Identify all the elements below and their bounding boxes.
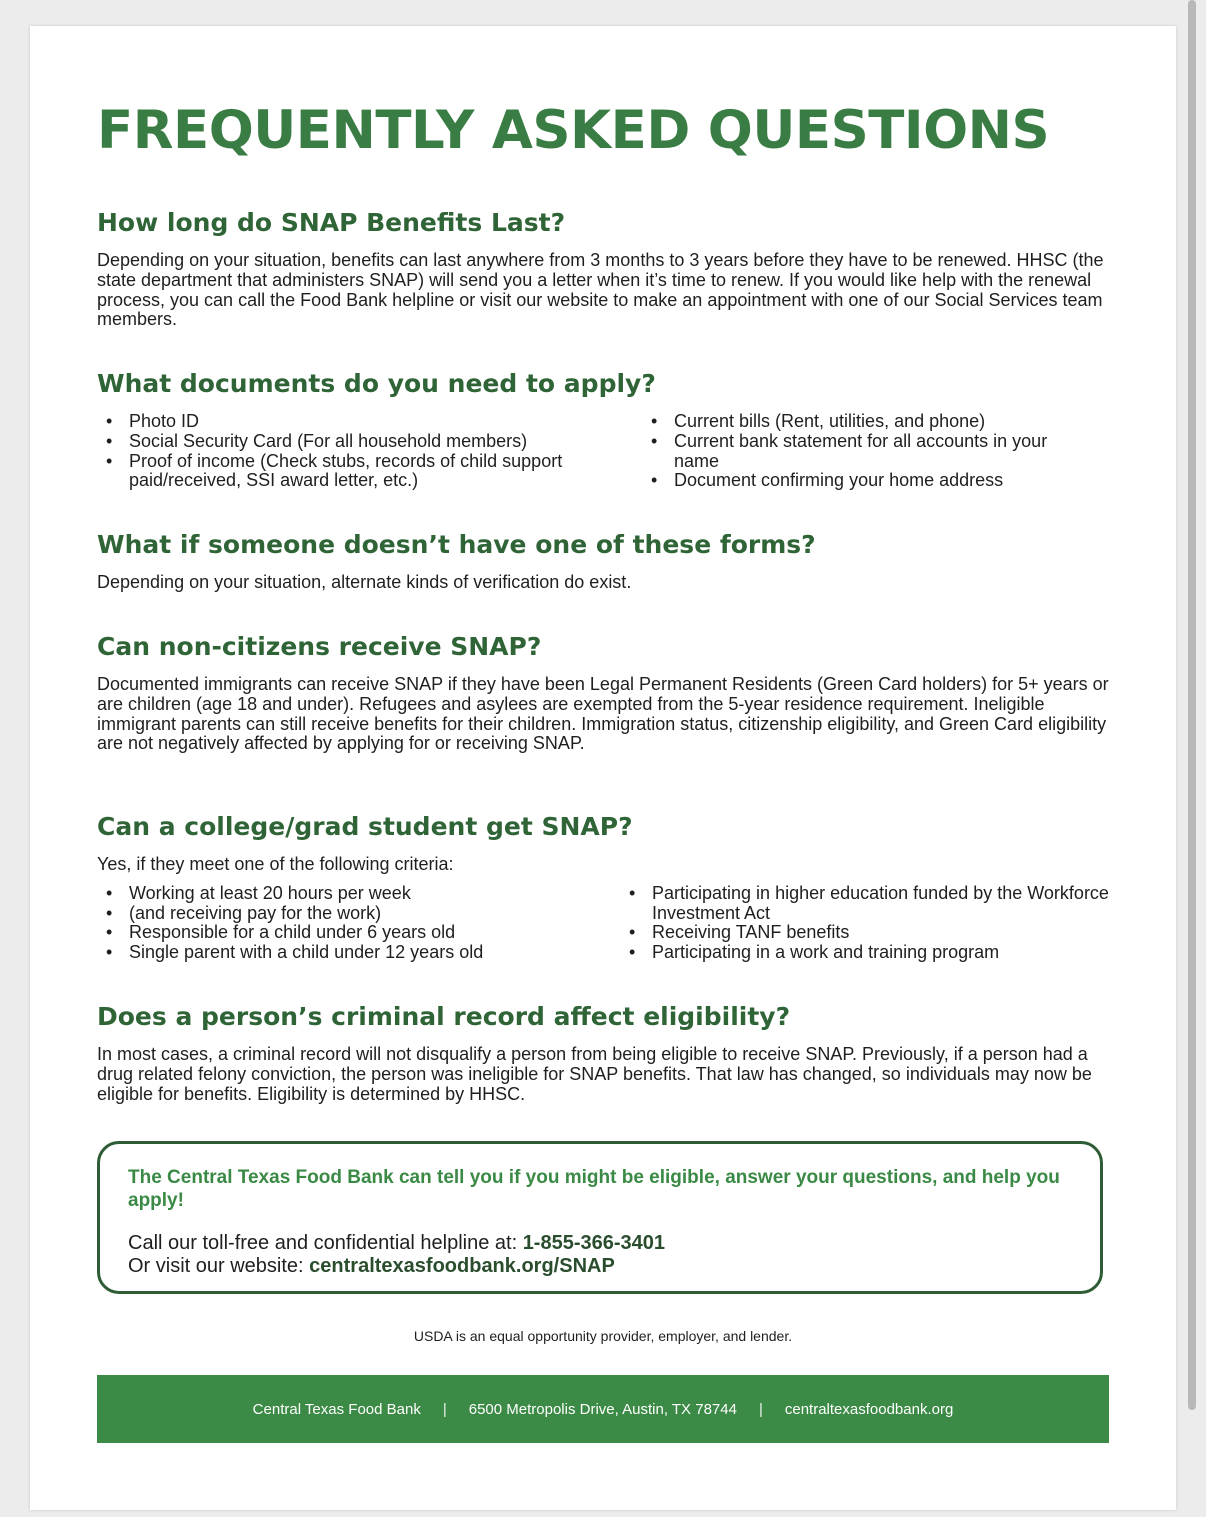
footer-bar <box>97 1375 1109 1443</box>
section-documents <box>97 369 1109 491</box>
section-heading: What documents do you need to apply? <box>97 369 656 398</box>
students-list-left <box>97 884 620 963</box>
footer-separator: | <box>442 1400 447 1418</box>
students-list-right <box>620 882 1109 963</box>
website-label: Or visit our website: <box>128 1255 304 1277</box>
list-item: • Single parent with a child under 12 years old <box>97 943 620 963</box>
section-body: Depending on your situation, alternate kinds of verification do exist. <box>97 572 632 592</box>
list-item: • Working at least 20 hours per week <box>97 884 620 904</box>
footer-separator: | <box>758 1400 763 1418</box>
section-noncitizens <box>97 632 1109 754</box>
list-item: • Responsible for a child under 6 years old <box>97 923 620 943</box>
list-item: • Proof of income (Check stubs, records of child support paid/received, SSI award letter, etc.) <box>97 452 569 492</box>
helpline-phone-link[interactable]: 1-855-366-3401 <box>522 1232 666 1254</box>
section-benefits <box>97 208 1109 330</box>
list-item: • Photo ID <box>97 412 642 432</box>
helpline-line <box>128 1232 665 1255</box>
list-item: • Current bills (Rent, utilities, and phone) <box>642 412 1082 432</box>
list-item: • Participating in higher education funded by the Workforce Investment Act <box>620 884 1112 924</box>
section-body: Depending on your situation, benefits can last anywhere from 3 months to 3 years before they have to be renewed. HHSC (the state department that administers SNAP) will send you a letter when it’s time to renew. If you would like help with the renewal process, you can call the Food Bank helpline or visit our website to make an appointment with one of our Social Services team members. <box>97 250 1104 330</box>
list-item: • Current bank statement for all accounts in your name <box>642 432 1054 472</box>
section-students <box>97 812 1109 963</box>
contact-callout <box>97 1141 1103 1294</box>
callout-lead: The Central Texas Food Bank can tell you if you might be eligible, answer your questions, and help you apply! <box>128 1167 1060 1211</box>
vertical-scrollbar[interactable] <box>1188 0 1196 1410</box>
section-criminal <box>97 1002 1109 1104</box>
list-item: • Social Security Card (For all household members) <box>97 432 642 452</box>
section-body: In most cases, a criminal record will not disqualify a person from being eligible to receive SNAP. Previously, if a person had a drug related felony conviction, the person was ineligible for SNAP benefits. That law has changed, so individuals may now be eligible for benefits. Eligibility is determined by HHSC. <box>97 1044 1092 1104</box>
list-item: • (and receiving pay for the work) <box>97 904 620 924</box>
section-heading: Can a college/grad student get SNAP? <box>97 812 633 841</box>
document-page <box>30 26 1176 1510</box>
footer-website-link[interactable]: centraltexasfoodbank.org <box>784 1400 954 1418</box>
list-item: • Participating in a work and training program <box>620 943 1100 963</box>
section-heading: Does a person’s criminal record affect eligibility? <box>97 1002 791 1031</box>
section-body: Documented immigrants can receive SNAP if they have been Legal Permanent Residents (Green Card holders) for 5+ years or are children (age 18 and under). Refugees and asylees are exempted from the 5-year residence requirement. Ineligible immigrant parents can still receive benefits for their children. Immigration status, citizenship eligibility, and Green Card eligibility are not negatively affected by applying for or receiving SNAP. <box>97 674 1109 754</box>
section-heading: What if someone doesn’t have one of these forms? <box>97 530 816 559</box>
snap-website-link[interactable]: centraltexasfoodbank.org/SNAP <box>309 1255 615 1277</box>
website-line <box>128 1255 615 1278</box>
section-intro: Yes, if they meet one of the following criteria: <box>97 854 454 874</box>
usda-statement: USDA is an equal opportunity provider, employer, and lender. <box>413 1328 793 1344</box>
footer-org-name: Central Texas Food Bank <box>252 1400 421 1418</box>
students-columns <box>97 884 1109 963</box>
section-heading: How long do SNAP Benefits Last? <box>97 208 566 237</box>
footer-address: 6500 Metropolis Drive, Austin, TX 78744 <box>468 1400 737 1418</box>
list-item: • Document confirming your home address <box>642 471 1082 491</box>
list-item: • Receiving TANF benefits <box>620 923 1100 943</box>
documents-columns <box>97 412 1109 491</box>
helpline-label: Call our toll-free and confidential helpline at: <box>128 1232 518 1254</box>
documents-list-right <box>642 412 1082 491</box>
documents-list-left <box>97 412 642 491</box>
section-forms <box>97 530 1109 593</box>
section-heading: Can non-citizens receive SNAP? <box>97 632 542 661</box>
page-title: FREQUENTLY ASKED QUESTIONS <box>97 100 1050 161</box>
